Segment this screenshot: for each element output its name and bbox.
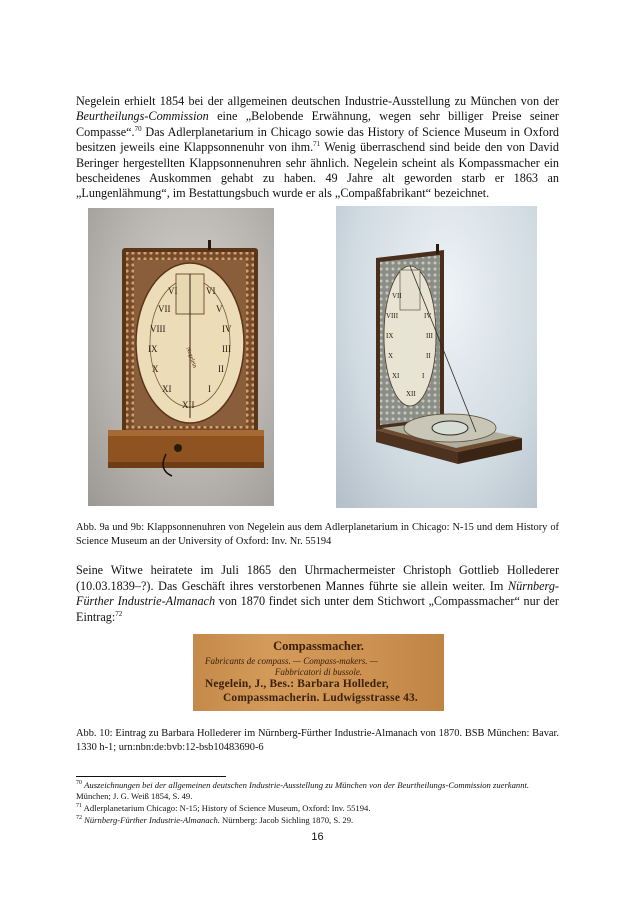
sundial-photo-chicago [88, 208, 274, 506]
footnote-70: $^{70}$ Auszeichnungen bei der allgemeinen deutschen Industrie-Ausstellung zu München von der Beurtheilungs-Commission zuerkannt. München; J. G. Weiß 1854, S. 49. [76, 780, 530, 802]
dial-numeral: VIII [150, 324, 166, 334]
dial-numeral: XII [406, 390, 416, 398]
dial-numeral: VI [206, 286, 216, 296]
dial-numeral: VII [158, 304, 171, 314]
dial-numeral: XI [162, 384, 172, 394]
footnote-ref-71[interactable]: 71 [313, 140, 321, 149]
footnote-ref-72[interactable]: 72 [115, 609, 123, 618]
dial-numeral: XI [392, 372, 400, 380]
dial-numeral: X [388, 352, 394, 360]
dial-numeral: I [208, 384, 211, 394]
dial-numeral: VIII [386, 312, 399, 320]
paragraph-1: Negelein erhielt 1854 bei der allgemeinen deutschen Industrie-Ausstellung zu München von der Beurtheilungs-Commission eine „Belobende Erwähnung, wegen sehr billiger Preise seiner Compasse“.$^{70}$ Das Adlerplanetarium in Chicago sowie das History of Science Museum in Oxford besitzen jeweils eine Klappsonnenuhr von ihm.$^{71}$ Wenig überraschend sind beide den von David Beringer hergestellten Klappsonnenuhren sehr ähnlich. Negelein scheint als Kompassmacher ein bescheidenes Auskommen gehabt zu haben. 49 Jahre alt geworden starb er 1863 an „Lungenlähmung“, im Bestattungsbuch wurde er als „Compaßfabrikant“ bezeichnet. [76, 94, 559, 201]
footnote-separator [76, 776, 226, 777]
dial-numeral: IX [386, 332, 394, 340]
paragraph-2: Seine Witwe heiratete im Juli 1865 den Uhrmachermeister Christoph Gottlieb Hollederer (10.03.1839–?). Das Geschäft ihres verstorbenen Mannes führte sie allein weiter. Im Nürnberg-Fürther Industrie-Almanach von 1870 findet sich unter dem Stichwort „Compassmacher“ nur der Eintrag:$^{72}$ [76, 563, 559, 624]
dial-numeral: IV [424, 312, 432, 320]
dial-numeral: I [422, 372, 425, 380]
almanac-line: Compassmacherin. Ludwigsstrasse 43. [223, 692, 418, 704]
footnote-72: $^{72}$ Nürnberg-Fürther Industrie-Almanach. Nürnberg: Jacob Sichling 1870, S. 29. [76, 815, 354, 825]
almanac-line: Fabricants de compass. — Compass-makers. — [205, 656, 378, 666]
svg-text:Negelein: Negelein [184, 346, 198, 369]
almanac-entry-image [193, 634, 444, 711]
dial-numeral: VI [168, 286, 178, 296]
dial-numeral: III [222, 344, 231, 354]
footnote-ref-70[interactable]: 70 [134, 124, 142, 133]
figure-10-caption: Abb. 10: Eintrag zu Barbara Hollederer im Nürnberg-Fürther Industrie-Almanach von 1870. BSB München: Bavar. 1330 h-1; urn:nbn:de:bvb:12-bsb10483690-6 [76, 728, 559, 753]
dial-numeral: XII [182, 400, 195, 410]
almanac-line: Fabbricatori di bussole. [274, 667, 363, 677]
dial-numeral: X [152, 364, 159, 374]
figure-9-caption: Abb. 9a und 9b: Klappsonnenuhren von Negelein aus dem Adlerplanetarium in Chicago: N-15 und dem History of Science Museum an der University of Oxford: Inv. Nr. 55194 [76, 522, 559, 547]
almanac-line: Negelein, J., Bes.: Barbara Holleder, [205, 678, 389, 690]
dial-numeral: IX [148, 344, 158, 354]
dial-numeral: IV [222, 324, 232, 334]
dial-numeral: V [216, 304, 223, 314]
footnote-71: $^{71}$ Adlerplanetarium Chicago: N-15; History of Science Museum, Oxford: Inv. 55194. [76, 803, 371, 813]
dial-numeral: II [426, 352, 431, 360]
almanac-heading: Compassmacher. [273, 639, 364, 653]
dial-numeral: II [218, 364, 224, 374]
dial-numeral: VII [392, 292, 402, 300]
dial-numeral: III [426, 332, 433, 340]
page-number: 16 [311, 831, 324, 843]
sundial-photo-oxford [336, 206, 537, 508]
